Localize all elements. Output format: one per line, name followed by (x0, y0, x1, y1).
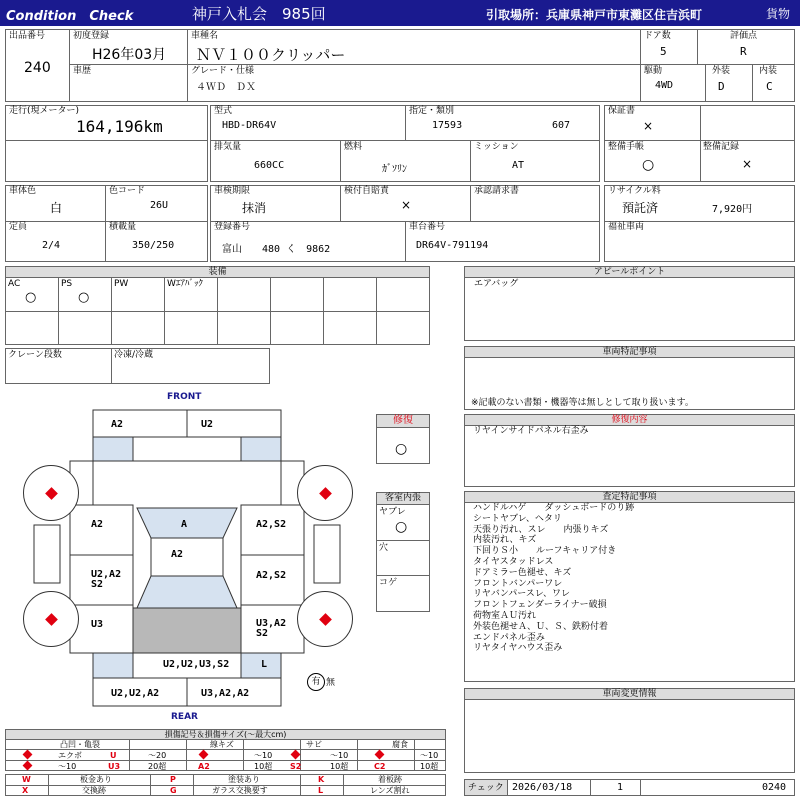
mission-label: ミッション (474, 142, 519, 152)
note-line: 荷物室ＡＵ汚れ (473, 610, 537, 621)
legend-dent-size2: 20超 (148, 762, 167, 771)
crane-label: クレーン段数 (8, 350, 62, 360)
note-line: エンドパネル歪み (473, 632, 545, 643)
fuel-value: ｶﾞｿﾘﾝ (382, 164, 407, 175)
legend-dent-code2: U3 (108, 762, 121, 771)
designation-value: 17593 (432, 120, 463, 131)
warranty-label: 保証書 (608, 106, 636, 116)
capacity-label: 定員 (9, 222, 28, 232)
mark-bottom-left: U2,U2,A2 (111, 688, 160, 699)
mileage-value: 164,196km (76, 117, 163, 136)
displacement-label: 排気量 (214, 142, 242, 152)
body-box (5, 185, 208, 262)
record-value: × (742, 157, 753, 171)
repair-content-title: 修復内容 (464, 414, 795, 426)
legend-rust-size2: 10超 (330, 762, 349, 771)
doors-label: ドア数 (644, 31, 671, 41)
displacement-value: 660CC (254, 160, 285, 171)
legend-dent-kind1: エクボ (58, 751, 82, 760)
legend-code-w-desc: 板金あり (80, 775, 112, 784)
mark-right-front: A2,S2 (256, 519, 287, 530)
equip-ac-mark: ○ (25, 290, 37, 305)
legend-code-w: W (22, 775, 31, 784)
exterior-label: 外装 (712, 66, 731, 76)
mileage-label: 走行(現メーター) (9, 106, 80, 116)
vehicle-name: ＮＶ１００クリッパー (196, 46, 346, 64)
legend-code-k: K (318, 775, 325, 784)
changes-box (464, 699, 795, 773)
history-label: 車歴 (73, 66, 92, 76)
legend-scratch-size1: ～10 (254, 751, 273, 760)
chassis-label: 車台番号 (409, 222, 446, 232)
legend-scratch-code2: A2 (198, 762, 210, 771)
insurance-label: 検付自賠責 (344, 186, 390, 196)
check-code: 0240 (762, 782, 787, 793)
load-label: 積載量 (109, 222, 137, 232)
inspection-value: 抹消 (242, 201, 267, 215)
claim-label: 承認請求書 (474, 186, 520, 196)
note-line: フロントフェンダーライナー破損 (473, 600, 607, 611)
first-reg-value: H26年03月 (92, 47, 167, 63)
rear-label: REAR (171, 712, 198, 722)
inspection-notes-list (473, 503, 634, 654)
note-line: フロントバンパーワレ (473, 578, 563, 589)
interior-value: C (766, 80, 773, 93)
note-line: 内装汚れ、キズ (473, 535, 537, 546)
note-line: 天張り汚れ、スレ 内張りキズ (473, 524, 609, 535)
front-label: FRONT (167, 392, 202, 402)
load-value: 350/250 (132, 240, 175, 251)
mark-top-right: U2 (201, 419, 214, 430)
body-color-label: 車体色 (9, 186, 37, 196)
mark-rear-light: L (261, 659, 268, 670)
wheel-front-right (297, 465, 353, 521)
auction-title: 神戸入札会 985回 (192, 5, 326, 23)
category-label: 貨物 (766, 7, 791, 21)
legend-group-scratch: 線キズ (210, 740, 234, 749)
legend-title: 損傷記号＆損傷サイズ(～最大cm) (5, 729, 446, 740)
interior-label: 内装 (759, 66, 778, 76)
note-line: リヤバンパースレ、ワレ (473, 589, 571, 600)
legend-group-corrosion: 腐食 (392, 740, 408, 749)
mark-left-rear: U3 (91, 619, 104, 630)
mark-left-front: A2 (91, 519, 104, 530)
legend-rust-code2: S2 (290, 762, 302, 771)
legend-corrosion-size2: 10超 (420, 762, 439, 771)
mark-top-left: A2 (111, 419, 124, 430)
insurance-value: × (401, 198, 412, 212)
record-label: 整備記録 (703, 142, 740, 152)
exterior-value: D (718, 80, 725, 93)
note-line: タイヤスタッドレス (473, 556, 554, 567)
appeal-text: エアバッグ (474, 279, 519, 289)
repair-mark: ○ (395, 441, 408, 457)
classification-value: 607 (552, 120, 571, 131)
model-label: 型式 (214, 106, 233, 116)
equipment-title: 装備 (5, 266, 430, 278)
mark-bottom-right: U3,A2,A2 (201, 688, 250, 699)
repair-content-text: リヤインサイドパネル右歪み (473, 426, 589, 436)
mu-label: 無 (326, 678, 336, 688)
legend-code-p: P (170, 775, 176, 784)
legend-dent-code1: U (110, 751, 117, 760)
legend-rust-size1: ～10 (330, 751, 349, 760)
welfare-label: 福祉車両 (608, 222, 645, 232)
repair-label: 修復 (376, 414, 430, 428)
drive-value: 4WD (655, 80, 674, 91)
rating-label: 評価点 (730, 31, 758, 41)
color-code-label: 色コード (109, 186, 146, 196)
body-color-value: 白 (50, 201, 63, 215)
legend-code-x: X (22, 786, 29, 795)
condition-check-title: Condition Check (6, 9, 134, 24)
recycle-label: リサイクル料 (608, 186, 661, 196)
vehicle-info-table (5, 29, 795, 102)
rating-value: R (740, 45, 747, 58)
cabin-tear-mark: ○ (395, 519, 408, 535)
mark-rear-center: U2,U2,U3,S2 (163, 659, 230, 670)
recycle-fee: 7,920円 (712, 204, 753, 215)
special-note: ※記載のない書類・機器等は無しとして取り扱います。 (471, 398, 694, 408)
fuel-label: 燃料 (344, 142, 363, 152)
legend-dent-kind2: ～10 (58, 762, 77, 771)
legend-corrosion-code2: C2 (374, 762, 386, 771)
equip-ps-mark: ○ (78, 290, 90, 305)
equip-ac-label: AC (8, 279, 21, 289)
note-line: シートヤブレ、ヘタリ (473, 513, 562, 524)
changes-title: 車両変更情報 (464, 688, 795, 700)
cabin-title: 客室内張 (376, 492, 430, 505)
mission-value: AT (512, 160, 525, 171)
wheel-rear-right (297, 591, 353, 647)
check-count: 1 (617, 782, 624, 793)
doors-value: 5 (660, 45, 667, 58)
mark-left-mid: U2,A2 S2 (91, 569, 122, 590)
inspection-notes-title: 査定特記事項 (464, 491, 795, 503)
color-code-value: 26U (150, 200, 169, 211)
fridge-label: 冷凍/冷蔵 (114, 350, 154, 360)
mark-roof: A2 (171, 549, 184, 560)
equip-ps-label: PS (61, 279, 73, 289)
wheel-rear-left (23, 591, 79, 647)
legend-code-l: L (318, 786, 324, 795)
legend-scratch-size2: 10超 (254, 762, 273, 771)
legend-dent-size1: ～20 (148, 751, 167, 760)
manual-value: ○ (642, 157, 655, 173)
legend-group-rust: サビ (306, 740, 322, 749)
equip-pw-label: PW (114, 279, 129, 289)
regno-value: 富山 480 く 9862 (222, 244, 331, 255)
legend-code-g: G (170, 786, 177, 795)
check-label: チェック (468, 783, 504, 793)
note-line: 下回りＳ小 ルーフキャリア付き (473, 546, 617, 557)
lot-number: 240 (24, 60, 51, 76)
legend-code-p-desc: 塗装あり (228, 775, 260, 784)
capacity-value: 2/4 (42, 240, 61, 251)
legend-code-x-desc: 交換跡 (82, 786, 106, 795)
first-reg-label: 初度登録 (73, 31, 110, 41)
grade-value: ４ＷＤ ＤＸ (196, 82, 256, 93)
drive-label: 駆動 (644, 66, 663, 76)
designation-label: 指定・類別 (409, 106, 455, 116)
wheel-front-left (23, 465, 79, 521)
legend-corrosion-size1: ～10 (420, 751, 439, 760)
special-title: 車両特記事項 (464, 346, 795, 358)
appeal-title: アピールポイント (464, 266, 795, 278)
equip-airbag-label: Wｴｱﾊﾞｯｸ (167, 279, 203, 289)
manual-label: 整備手帳 (608, 142, 645, 152)
name-label: 車種名 (191, 31, 219, 41)
note-line: リヤタイヤハウス歪み (473, 643, 563, 654)
lot-label: 出品番号 (9, 31, 46, 41)
grade-label: グレード・仕様 (191, 66, 255, 76)
cabin-hole-label: 穴 (379, 543, 389, 553)
warranty-value: × (643, 119, 654, 133)
inspection-label: 車検期限 (214, 186, 251, 196)
pickup-location: 引取場所：兵庫県神戸市東灘区住吉浜町 (486, 8, 703, 22)
legend-code-l-desc: レンズ割れ (370, 786, 410, 795)
model-value: HBD-DR64V (222, 120, 277, 131)
regno-label: 登録番号 (214, 222, 251, 232)
legend-code-k-desc: 着板跡 (378, 775, 402, 784)
mark-right-rear: U3,A2 S2 (256, 618, 287, 639)
note-line: ドアミラー色褪せ、キズ (473, 567, 572, 578)
recycle-status: 預託済 (622, 201, 659, 215)
chassis-value: DR64V-791194 (416, 240, 489, 251)
note-line: 外装色褪せＡ、Ｕ、Ｓ、鉄粉付着 (473, 621, 609, 632)
cabin-tear-label: ヤブレ (379, 507, 406, 517)
cabin-burn-label: コゲ (379, 578, 398, 588)
check-date: 2026/03/18 (512, 782, 573, 793)
legend-group-dent: 凸凹・亀裂 (60, 740, 100, 749)
nashi-circle: 有 (307, 673, 325, 691)
mark-windshield: A (181, 519, 188, 530)
legend-code-g-desc: ガラス交換要す (212, 786, 268, 795)
note-line: ハンドルハゲ ダッシュボードのり跡 (473, 503, 635, 513)
mark-right-mid: A2,S2 (256, 570, 287, 581)
